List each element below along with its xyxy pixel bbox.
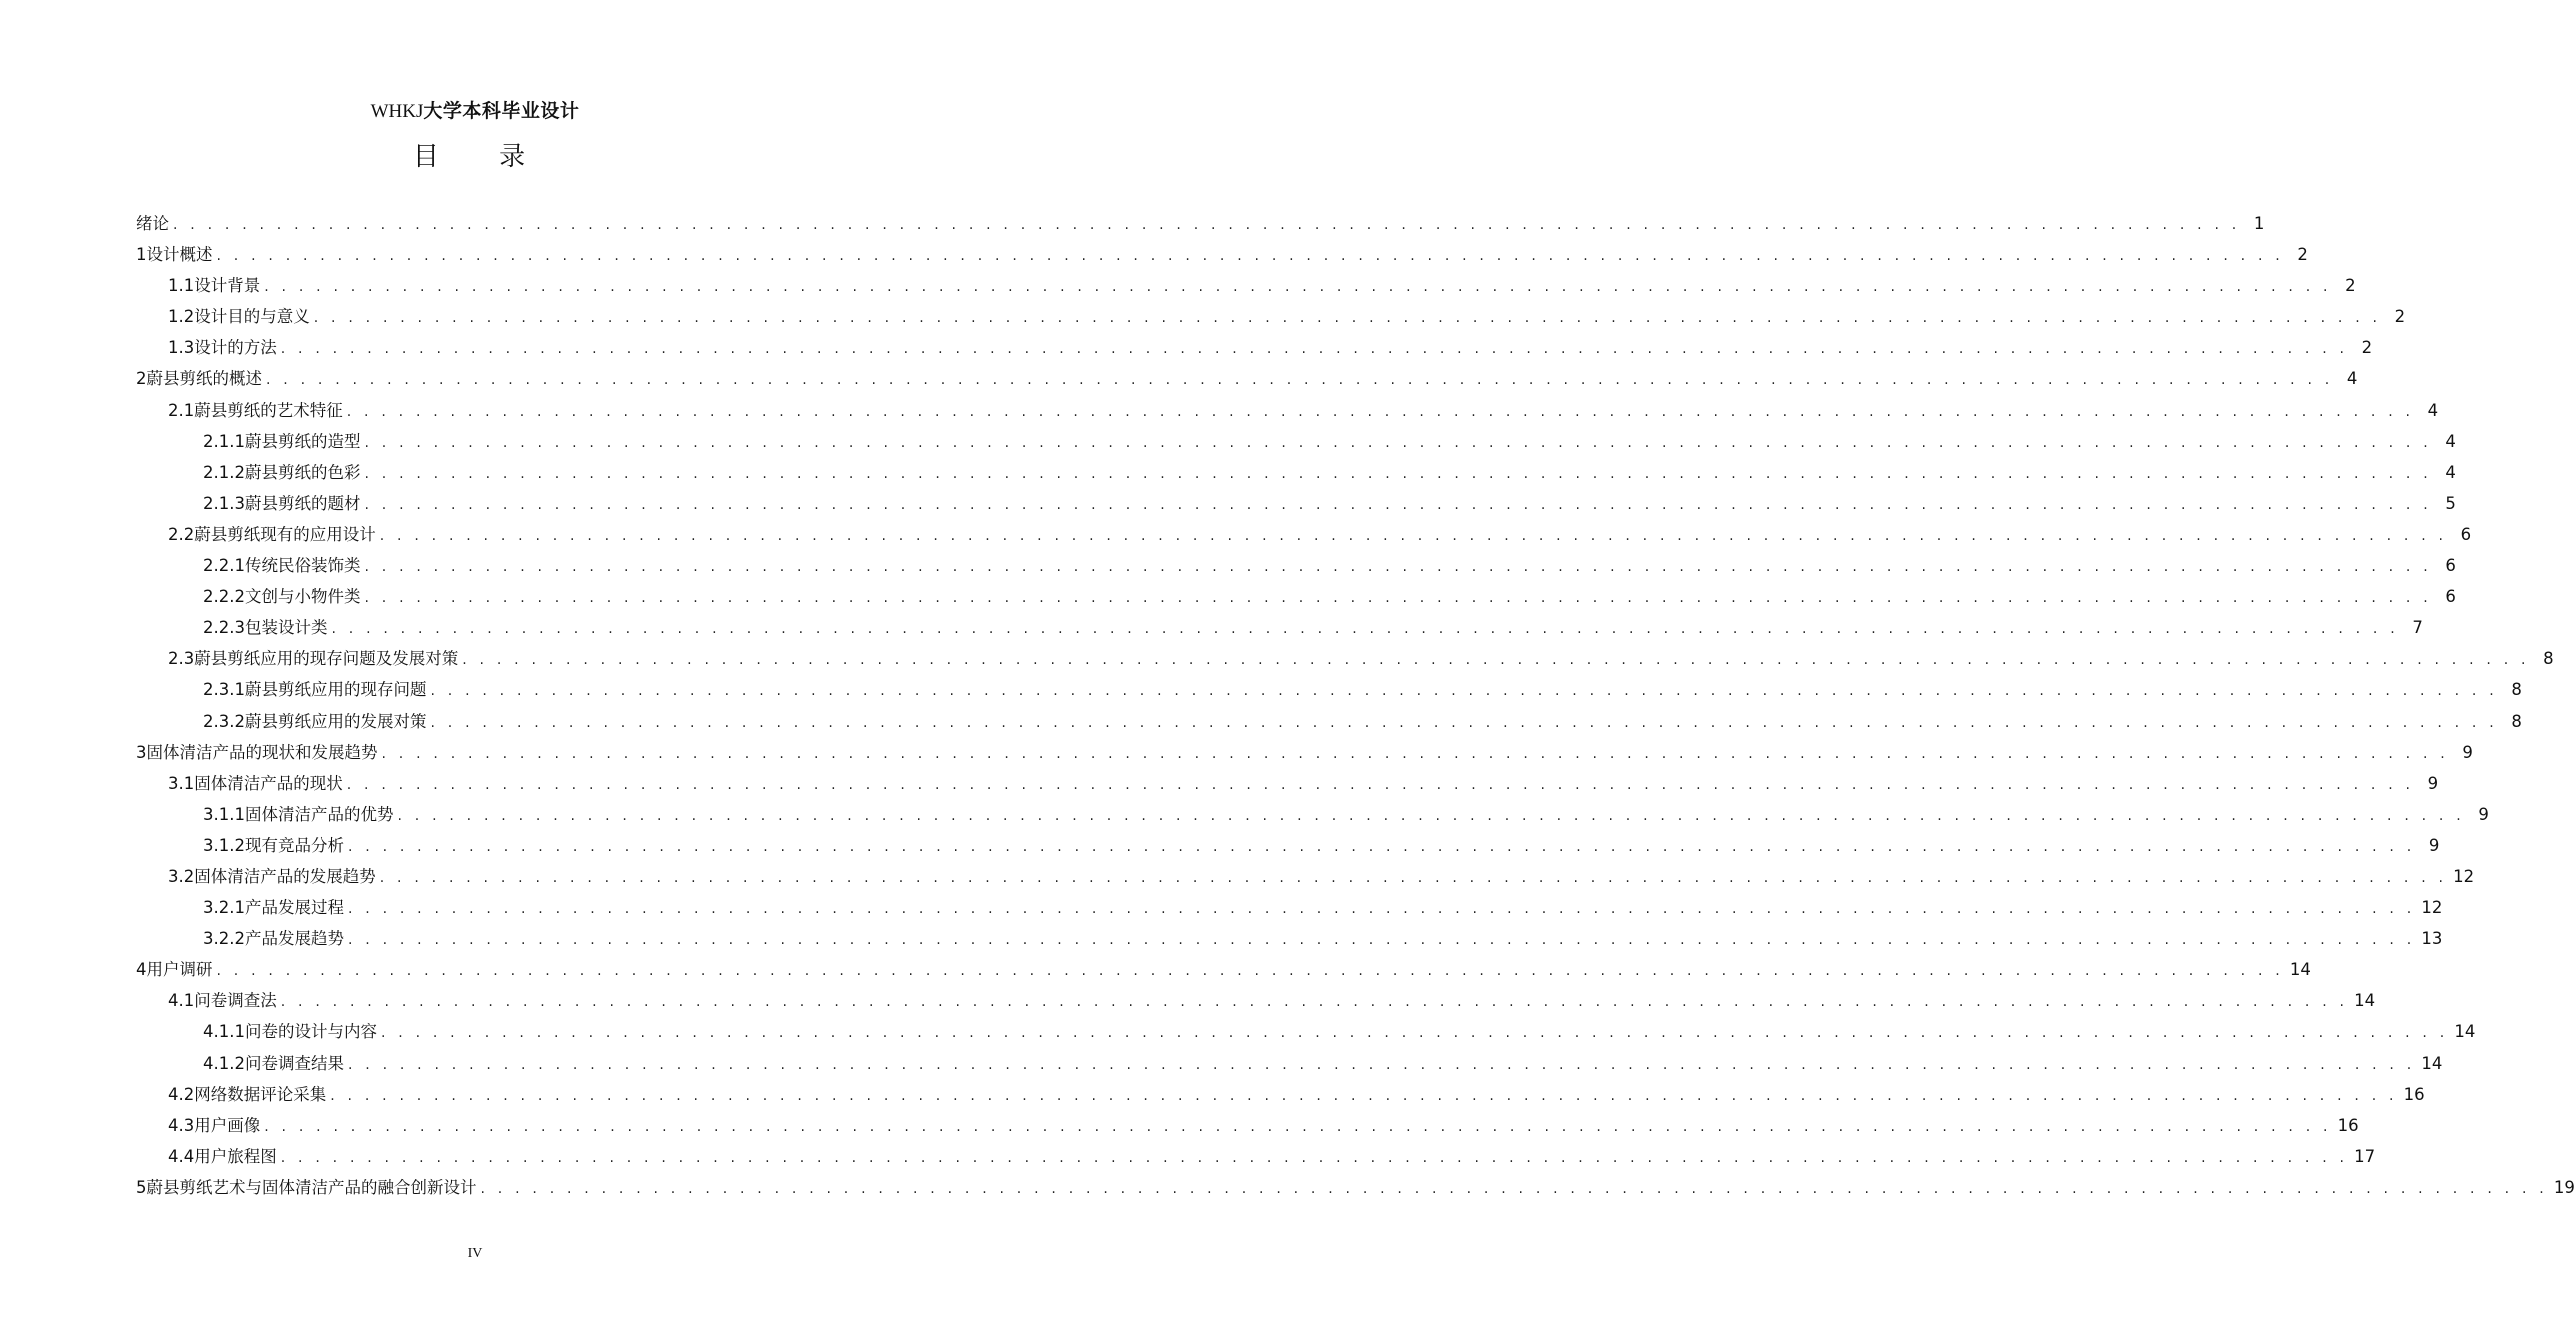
toc-leader-dots: . . . . . . . . . . . . . . . . . . . . . . . . . . . . . . . . . . . . . . . . . . . . . . . . . . . . . . . . . . . . . . . . . . . . . . . . . . . . . . . . . . . . . . . . . . . . . . . . . . . . . . . . . . . . . . . . . . . . . . . . [347,901,2416,918]
toc-entry-label: 问卷调查结果 [244,1053,344,1073]
toc-entry-number: 2.3 [168,649,195,669]
toc-entry[interactable] [136,459,2456,490]
toc-leader-dots: . . . . . . . . . . . . . . . . . . . . . . . . . . . . . . . . . . . . . . . . . . . . . . . . . . . . . . . . . . . . . . . . . . . . . . . . . . . . . . . . . . . . . . . . . . . . . . . . . . . . . . . . . . . . . . . . . . . . . . . . [347,1056,2416,1073]
toc-entry-page: 4 [2445,462,2456,482]
toc-entry-number: 2.2 [168,524,195,544]
toc-entry-label: 问卷调查法 [194,991,277,1011]
toc-entry[interactable] [136,739,2473,770]
toc-entry-label: 蔚县剪纸的概述 [146,369,262,389]
toc-entry-number: 2 [136,369,147,389]
toc-entry-label: 蔚县剪纸应用的发展对策 [244,711,427,731]
toc-leader-dots: . . . . . . . . . . . . . . . . . . . . . . . . . . . . . . . . . . . . . . . . . . . . . . . . . . . . . . . . . . . . . . . . . . . . . . . . . . . . . . . . . . . . . . . . . . . . . . . . . . . . . . . . . . . . . . . . . . . . . . . . [216,963,2284,980]
toc-entry-label: 蔚县剪纸的艺术特征 [194,400,343,420]
toc-leader-dots: . . . . . . . . . . . . . . . . . . . . . . . . . . . . . . . . . . . . . . . . . . . . . . . . . . . . . . . . . . . . . . . . . . . . . . . . . . . . . . . . . . . . . . . . . . . . . . . . . . . . . . . . . . . . . . . . . . . . . . . . [381,745,2449,762]
running-header [0,96,950,123]
toc-entry-label: 设计目的与意义 [194,307,310,327]
toc-entry-number: 4.1 [168,991,195,1011]
toc-entry[interactable] [136,894,2443,925]
toc-leader-dots: . . . . . . . . . . . . . . . . . . . . . . . . . . . . . . . . . . . . . . . . . . . . . . . . . . . . . . . . . . . . . . . . . . . . . . . . . . . . . . . . . . . . . . . . . . . . . . . . . . . . . . . . . . . . . . . . . . . . . . . . [280,994,2349,1011]
toc-entry-number: 3.1.2 [203,835,245,855]
toc-entry-number: 4.2 [168,1084,195,1104]
toc-entry-page: 16 [2337,1115,2359,1135]
toc-leader-dots: . . . . . . . . . . . . . . . . . . . . . . . . . . . . . . . . . . . . . . . . . . . . . . . . . . . . . . . . . . . . . . . . . . . . . . . . . . . . . . . . . . . . . . . . . . . . . . . . . . . . . . . . . . . . . . . . . . . . . . . . [364,590,2432,607]
toc-entry[interactable] [136,521,2472,552]
toc-entry-page: 9 [2462,742,2473,762]
toc-entry-page: 16 [2403,1084,2425,1104]
toc-entry[interactable] [136,801,2489,832]
toc-entry-label: 产品发展趋势 [244,929,344,949]
toc-leader-dots: . . . . . . . . . . . . . . . . . . . . . . . . . . . . . . . . . . . . . . . . . . . . . . . . . . . . . . . . . . . . . . . . . . . . . . . . . . . . . . . . . . . . . . . . . . . . . . . . . . . . . . . . . . . . . . . . . . . . . . . . [364,465,2432,482]
toc-entry-page: 2 [2361,338,2373,358]
toc-entry-label: 固体清洁产品的优势 [244,804,394,824]
table-of-contents [136,210,2575,1205]
toc-leader-dots: . . . . . . . . . . . . . . . . . . . . . . . . . . . . . . . . . . . . . . . . . . . . . . . . . . . . . . . . . . . . . . . . . . . . . . . . . . . . . . . . . . . . . . . . . . . . . . . . . . . . . . . . . . . . . . . . . . . . . . . . [462,652,2530,669]
toc-entry-number: 1.2 [168,307,195,327]
toc-entry-label: 蔚县剪纸现有的应用设计 [194,524,376,544]
toc-leader-dots: . . . . . . . . . . . . . . . . . . . . . . . . . . . . . . . . . . . . . . . . . . . . . . . . . . . . . . . . . . . . . . . . . . . . . . . . . . . . . . . . . . . . . . . . . . . . . . . . . . . . . . . . . . . . . . . . . . . . . . . . [380,1025,2449,1042]
toc-leader-dots: . . . . . . . . . . . . . . . . . . . . . . . . . . . . . . . . . . . . . . . . . . . . . . . . . . . . . . . . . . . . . . . . . . . . . . . . . . . . . . . . . . . . . . . . . . . . . . . . . . . . . . . . . . . . . . . . . . . . . . . . [280,1149,2349,1166]
toc-entry-number: 2.1.3 [203,493,245,513]
toc-entry-label: 用户调研 [146,960,213,980]
toc-entry-number: 4.3 [168,1115,195,1135]
toc-entry[interactable] [136,708,2522,739]
toc-entry-page: 6 [2460,524,2472,544]
toc-leader-dots: . . . . . . . . . . . . . . . . . . . . . . . . . . . . . . . . . . . . . . . . . . . . . . . . . . . . . . . . . . . . . . . . . . . . . . . . . . . . . . . . . . . . . . . . . . . . . . . . . . . . . . . . . . . . . . . . . . . . . . . . [280,341,2349,358]
toc-entry-page: 2 [2297,245,2308,265]
toc-entry[interactable] [136,210,2265,241]
header-cjk: 大学本科毕业设计 [423,100,580,122]
toc-entry-label: 蔚县剪纸的色彩 [244,462,361,482]
toc-entry-label: 包装设计类 [244,618,328,638]
toc-entry-label: 蔚县剪纸艺术与固体清洁产品的融合创新设计 [146,1177,477,1197]
toc-entry-page: 8 [2543,649,2554,669]
toc-entry[interactable] [136,770,2439,801]
toc-entry-number: 1.3 [168,338,195,358]
toc-entry-label: 蔚县剪纸的题材 [244,493,361,513]
toc-entry-number: 2.2.2 [203,587,245,607]
toc-entry-page: 8 [2511,711,2522,731]
toc-leader-dots: . . . . . . . . . . . . . . . . . . . . . . . . . . . . . . . . . . . . . . . . . . . . . . . . . . . . . . . . . . . . . . . . . . . . . . . . . . . . . . . . . . . . . . . . . . . . . . . . . . . . . . . . . . . . . . . . . . . . . . . . [397,807,2465,824]
toc-entry[interactable] [136,1050,2443,1081]
toc-entry[interactable] [136,490,2456,521]
toc-leader-dots: . . . . . . . . . . . . . . . . . . . . . . . . . . . . . . . . . . . . . . . . . . . . . . . . . . . . . . . . . . . . . . . . . . . . . . . . . . . . . . . . . . . . . . . . . . . . . . . . . . . . . . . . . . . . . . . . . . . . . . . . [313,310,2382,327]
toc-entry-number: 4.4 [168,1146,195,1166]
toc-entry-page: 13 [2421,929,2443,949]
toc-entry[interactable] [136,987,2376,1018]
toc-entry-label: 用户画像 [194,1115,261,1135]
toc-entry-number: 3.1.1 [203,804,245,824]
toc-leader-dots: . . . . . . . . . . . . . . . . . . . . . . . . . . . . . . . . . . . . . . . . . . . . . . . . . . . . . . . . . . . . . . . . . . . . . . . . . . . . . . . . . . . . . . . . . . . . . . . . . . . . . . . . . . . . . . . . . . . . . . . . [379,869,2448,886]
toc-entry[interactable] [136,925,2443,956]
toc-leader-dots: . . . . . . . . . . . . . . . . . . . . . . . . . . . . . . . . . . . . . . . . . . . . . . . . . . . . . . . . . . . . . . . . . . . . . . . . . . . . . . . . . . . . . . . . . . . . . . . . . . . . . . . . . . . . . . . . . . . . . . . . [346,776,2415,793]
toc-entry-page: 17 [2354,1146,2376,1166]
toc-entry-page: 6 [2445,556,2456,576]
toc-entry-number: 2.3.2 [203,711,245,731]
toc-entry-page: 9 [2428,835,2440,855]
toc-entry[interactable] [136,676,2522,707]
toc-entry-number: 3.1 [168,773,195,793]
toc-entry-number: 2.2.3 [203,618,245,638]
toc-entry-label: 固体清洁产品的现状和发展趋势 [146,742,378,762]
toc-entry[interactable] [136,1018,2476,1049]
toc-leader-dots: . . . . . . . . . . . . . . . . . . . . . . . . . . . . . . . . . . . . . . . . . . . . . . . . . . . . . . . . . . . . . . . . . . . . . . . . . . . . . . . . . . . . . . . . . . . . . . . . . . . . . . . . . . . . . . . . . . . . . . . . [364,559,2432,576]
toc-entry-label: 问卷的设计与内容 [244,1022,377,1042]
toc-entry-label: 蔚县剪纸应用的现存问题 [244,680,427,700]
toc-leader-dots: . . . . . . . . . . . . . . . . . . . . . . . . . . . . . . . . . . . . . . . . . . . . . . . . . . . . . . . . . . . . . . . . . . . . . . . . . . . . . . . . . . . . . . . . . . . . . . . . . . . . . . . . . . . . . . . . . . . . . . . . [173,217,2241,233]
toc-entry-page: 14 [2454,1022,2476,1042]
toc-entry-number: 4.1.2 [203,1053,245,1073]
toc-entry-label: 蔚县剪纸应用的现存问题及发展对策 [194,649,459,669]
toc-entry[interactable] [136,365,2358,396]
toc-entry[interactable] [136,832,2440,863]
toc-leader-dots: . . . . . . . . . . . . . . . . . . . . . . . . . . . . . . . . . . . . . . . . . . . . . . . . . . . . . . . . . . . . . . . . . . . . . . . . . . . . . . . . . . . . . . . . . . . . . . . . . . . . . . . . . . . . . . . . . . . . . . . . [347,932,2416,949]
toc-entry-page: 2 [2345,276,2356,296]
toc-entry-page: 4 [2346,369,2358,389]
toc-entry-page: 14 [2354,991,2376,1011]
toc-entry-number: 2.1 [168,400,195,420]
toc-entry-number: 2.1.1 [203,431,245,451]
toc-entry[interactable] [136,1143,2376,1174]
toc-entry-page: 9 [2427,773,2439,793]
toc-leader-dots: . . . . . . . . . . . . . . . . . . . . . . . . . . . . . . . . . . . . . . . . . . . . . . . . . . . . . . . . . . . . . . . . . . . . . . . . . . . . . . . . . . . . . . . . . . . . . . . . . . . . . . . . . . . . . . . . . . . . . . . . [331,621,2399,638]
toc-leader-dots: . . . . . . . . . . . . . . . . . . . . . . . . . . . . . . . . . . . . . . . . . . . . . . . . . . . . . . . . . . . . . . . . . . . . . . . . . . . . . . . . . . . . . . . . . . . . . . . . . . . . . . . . . . . . . . . . . . . . . . . . [347,838,2416,855]
toc-leader-dots: . . . . . . . . . . . . . . . . . . . . . . . . . . . . . . . . . . . . . . . . . . . . . . . . . . . . . . . . . . . . . . . . . . . . . . . . . . . . . . . . . . . . . . . . . . . . . . . . . . . . . . . . . . . . . . . . . . . . . . . . [216,248,2284,265]
toc-leader-dots: . . . . . . . . . . . . . . . . . . . . . . . . . . . . . . . . . . . . . . . . . . . . . . . . . . . . . . . . . . . . . . . . . . . . . . . . . . . . . . . . . . . . . . . . . . . . . . . . . . . . . . . . . . . . . . . . . . . . . . . . [480,1180,2548,1197]
toc-entry[interactable] [136,397,2439,428]
toc-entry[interactable] [136,1081,2425,1112]
toc-leader-dots: . . . . . . . . . . . . . . . . . . . . . . . . . . . . . . . . . . . . . . . . . . . . . . . . . . . . . . . . . . . . . . . . . . . . . . . . . . . . . . . . . . . . . . . . . . . . . . . . . . . . . . . . . . . . . . . . . . . . . . . . [266,372,2334,389]
toc-entry-number: 3 [136,742,147,762]
toc-entry[interactable] [136,552,2456,583]
toc-leader-dots: . . . . . . . . . . . . . . . . . . . . . . . . . . . . . . . . . . . . . . . . . . . . . . . . . . . . . . . . . . . . . . . . . . . . . . . . . . . . . . . . . . . . . . . . . . . . . . . . . . . . . . . . . . . . . . . . . . . . . . . . [364,496,2432,513]
toc-entry-page: 5 [2445,493,2456,513]
toc-leader-dots: . . . . . . . . . . . . . . . . . . . . . . . . . . . . . . . . . . . . . . . . . . . . . . . . . . . . . . . . . . . . . . . . . . . . . . . . . . . . . . . . . . . . . . . . . . . . . . . . . . . . . . . . . . . . . . . . . . . . . . . . [430,683,2498,700]
toc-entry-number: 3.2 [168,866,195,886]
toc-entry[interactable] [136,1112,2359,1143]
toc-leader-dots: . . . . . . . . . . . . . . . . . . . . . . . . . . . . . . . . . . . . . . . . . . . . . . . . . . . . . . . . . . . . . . . . . . . . . . . . . . . . . . . . . . . . . . . . . . . . . . . . . . . . . . . . . . . . . . . . . . . . . . . . [264,1118,2332,1135]
toc-leader-dots: . . . . . . . . . . . . . . . . . . . . . . . . . . . . . . . . . . . . . . . . . . . . . . . . . . . . . . . . . . . . . . . . . . . . . . . . . . . . . . . . . . . . . . . . . . . . . . . . . . . . . . . . . . . . . . . . . . . . . . . . [346,403,2415,420]
toc-entry-label: 蔚县剪纸的造型 [244,431,361,451]
toc-entry-page: 7 [2412,618,2423,638]
toc-entry-number: 4 [136,960,147,980]
toc-entry[interactable] [136,645,2554,676]
toc-entry-page: 1 [2253,214,2265,233]
toc-entry[interactable] [136,863,2475,894]
toc-leader-dots: . . . . . . . . . . . . . . . . . . . . . . . . . . . . . . . . . . . . . . . . . . . . . . . . . . . . . . . . . . . . . . . . . . . . . . . . . . . . . . . . . . . . . . . . . . . . . . . . . . . . . . . . . . . . . . . . . . . . . . . . [364,434,2432,451]
toc-entry-page: 9 [2478,804,2489,824]
toc-leader-dots: . . . . . . . . . . . . . . . . . . . . . . . . . . . . . . . . . . . . . . . . . . . . . . . . . . . . . . . . . . . . . . . . . . . . . . . . . . . . . . . . . . . . . . . . . . . . . . . . . . . . . . . . . . . . . . . . . . . . . . . . [264,279,2332,296]
toc-entry-label: 现有竞品分析 [244,835,344,855]
toc-entry-page: 4 [2427,400,2439,420]
toc-entry-page: 14 [2421,1053,2443,1073]
toc-entry-number: 1.1 [168,276,195,296]
toc-leader-dots: . . . . . . . . . . . . . . . . . . . . . . . . . . . . . . . . . . . . . . . . . . . . . . . . . . . . . . . . . . . . . . . . . . . . . . . . . . . . . . . . . . . . . . . . . . . . . . . . . . . . . . . . . . . . . . . . . . . . . . . . [330,1087,2398,1104]
toc-entry-page: 12 [2453,866,2475,886]
toc-entry[interactable] [136,272,2356,303]
toc-entry[interactable] [136,1174,2575,1205]
toc-entry-number: 4.1.1 [203,1022,245,1042]
toc-entry-number: 5 [136,1177,147,1197]
toc-entry-label: 固体清洁产品的现状 [194,773,343,793]
page-title: 目 录 [412,142,552,172]
toc-entry-label: 绪论 [136,214,169,233]
toc-entry-page: 8 [2511,680,2522,700]
toc-entry-page: 4 [2445,431,2456,451]
toc-entry-page: 12 [2421,898,2443,918]
toc-entry[interactable] [136,334,2373,365]
toc-entry-label: 设计概述 [146,245,213,265]
toc-entry-label: 网络数据评论采集 [194,1084,327,1104]
toc-entry-label: 设计背景 [194,276,261,296]
toc-leader-dots: . . . . . . . . . . . . . . . . . . . . . . . . . . . . . . . . . . . . . . . . . . . . . . . . . . . . . . . . . . . . . . . . . . . . . . . . . . . . . . . . . . . . . . . . . . . . . . . . . . . . . . . . . . . . . . . . . . . . . . . . [430,714,2498,731]
toc-entry-label: 设计的方法 [194,338,277,358]
toc-entry-number: 2.3.1 [203,680,245,700]
toc-entry[interactable] [136,241,2308,272]
toc-entry-page: 19 [2553,1177,2575,1197]
toc-entry[interactable] [136,583,2456,614]
toc-entry-number: 2.1.2 [203,462,245,482]
toc-entry-number: 3.2.2 [203,929,245,949]
toc-entry[interactable] [136,614,2423,645]
toc-entry-label: 固体清洁产品的发展趋势 [194,866,376,886]
toc-entry[interactable] [136,428,2456,459]
toc-entry[interactable] [136,956,2311,987]
toc-entry-label: 产品发展过程 [244,898,344,918]
toc-entry-number: 1 [136,245,147,265]
page-number: IV [467,1246,483,1261]
toc-entry-label: 文创与小物件类 [244,587,361,607]
toc-entry[interactable] [136,303,2406,334]
toc-entry-number: 2.2.1 [203,556,245,576]
toc-entry-page: 6 [2445,587,2456,607]
toc-entry-page: 2 [2394,307,2406,327]
toc-entry-label: 用户旅程图 [194,1146,277,1166]
toc-entry-page: 14 [2289,960,2311,980]
toc-leader-dots: . . . . . . . . . . . . . . . . . . . . . . . . . . . . . . . . . . . . . . . . . . . . . . . . . . . . . . . . . . . . . . . . . . . . . . . . . . . . . . . . . . . . . . . . . . . . . . . . . . . . . . . . . . . . . . . . . . . . . . . . [379,527,2448,544]
header-latin: WHKJ [370,101,424,122]
toc-entry-label: 传统民俗装饰类 [244,556,361,576]
toc-entry-number: 3.2.1 [203,898,245,918]
